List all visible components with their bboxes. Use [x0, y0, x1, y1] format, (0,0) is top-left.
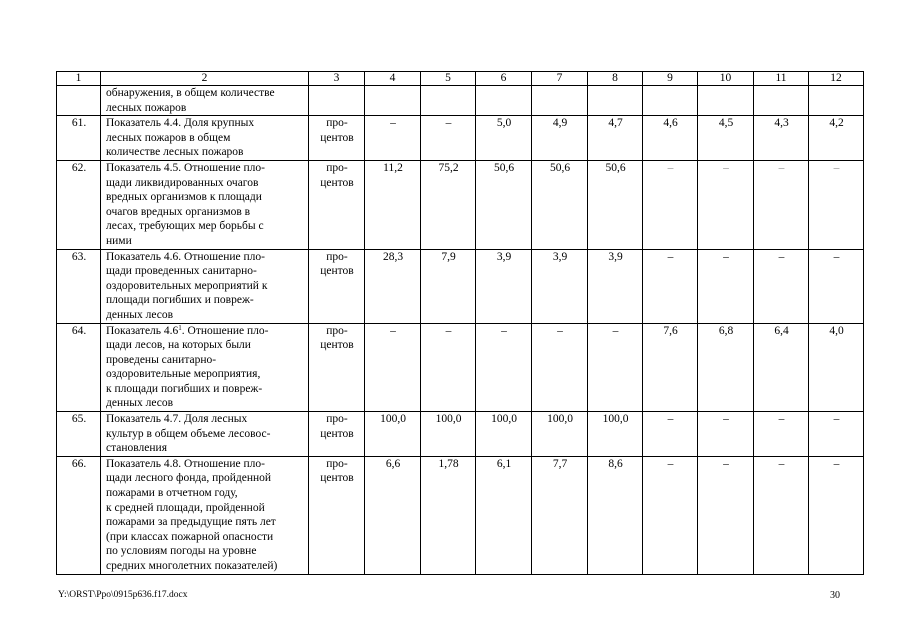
row-number — [57, 86, 101, 116]
value-cell: 6,1 — [476, 456, 532, 574]
value-cell: – — [809, 412, 864, 457]
value-cell: – — [754, 412, 809, 457]
value-cell: – — [643, 249, 698, 323]
value-cell: 4,7 — [588, 116, 643, 161]
value-cell: 100,0 — [421, 412, 476, 457]
table-row — [57, 116, 864, 161]
value-cell — [588, 86, 643, 116]
value-cell — [476, 86, 532, 116]
value-cell: 50,6 — [588, 160, 643, 249]
column-header: 12 — [809, 72, 864, 86]
table-row — [57, 456, 864, 574]
column-header: 2 — [101, 72, 309, 86]
value-cell: 4,3 — [754, 116, 809, 161]
column-header: 11 — [754, 72, 809, 86]
value-cell: 11,2 — [365, 160, 421, 249]
value-cell: 3,9 — [532, 249, 588, 323]
value-cell — [365, 86, 421, 116]
row-number: 65. — [57, 412, 101, 457]
unit-cell — [309, 86, 365, 116]
column-header: 7 — [532, 72, 588, 86]
value-cell — [754, 86, 809, 116]
value-cell: – — [809, 456, 864, 574]
value-cell: 4,2 — [809, 116, 864, 161]
value-cell: 50,6 — [476, 160, 532, 249]
value-cell: 100,0 — [365, 412, 421, 457]
value-cell: – — [698, 160, 754, 249]
value-cell: 75,2 — [421, 160, 476, 249]
value-cell: – — [588, 323, 643, 412]
table-row — [57, 86, 864, 116]
indicator-description: Показатель 4.6. Отношение пло- щади проведенных санитарно- оздоровительных мероприятий к площади погибших и повреж- денных лесов — [101, 249, 309, 323]
value-cell: 4,5 — [698, 116, 754, 161]
column-number-row — [57, 72, 864, 86]
value-cell — [421, 86, 476, 116]
value-cell: – — [532, 323, 588, 412]
value-cell: – — [365, 116, 421, 161]
row-number: 62. — [57, 160, 101, 249]
column-header: 6 — [476, 72, 532, 86]
value-cell — [698, 86, 754, 116]
indicator-table — [56, 71, 864, 575]
value-cell: 6,6 — [365, 456, 421, 574]
page-number: 30 — [830, 590, 840, 601]
footer-file-path: Y:\ORST\Ppo\0915p636.f17.docx — [58, 590, 188, 600]
unit-cell: про- центов — [309, 323, 365, 412]
value-cell — [643, 86, 698, 116]
column-header: 1 — [57, 72, 101, 86]
value-cell: – — [754, 249, 809, 323]
value-cell: – — [698, 412, 754, 457]
row-number: 63. — [57, 249, 101, 323]
indicator-description: Показатель 4.8. Отношение пло- щади лесного фонда, пройденной пожарами в отчетном году, к средней площади, пройденной пожарами за предыдущие пять лет (при классах пожарной опасности по условиям погоды на уровне средних многолетних показателей) — [101, 456, 309, 574]
table-row — [57, 412, 864, 457]
unit-cell: про- центов — [309, 456, 365, 574]
value-cell: 6,8 — [698, 323, 754, 412]
value-cell: 7,7 — [532, 456, 588, 574]
indicator-description: Показатель 4.5. Отношение пло- щади ликвидированных очагов вредных организмов к площади очагов вредных организмов в лесах, требующих мер борьбы с ними — [101, 160, 309, 249]
table-row — [57, 160, 864, 249]
indicator-description: обнаружения, в общем количестве лесных пожаров — [101, 86, 309, 116]
value-cell: 3,9 — [476, 249, 532, 323]
indicator-label: Показатель 4.6 — [106, 324, 179, 337]
table-row — [57, 323, 864, 412]
value-cell: – — [698, 249, 754, 323]
column-header: 5 — [421, 72, 476, 86]
column-header: 3 — [309, 72, 365, 86]
indicator-description: Показатель 4.4. Доля крупных лесных пожаров в общем количестве лесных пожаров — [101, 116, 309, 161]
value-cell: 1,78 — [421, 456, 476, 574]
value-cell: 5,0 — [476, 116, 532, 161]
value-cell: – — [754, 160, 809, 249]
unit-cell: про- центов — [309, 412, 365, 457]
value-cell: 100,0 — [476, 412, 532, 457]
row-number: 61. — [57, 116, 101, 161]
column-header: 8 — [588, 72, 643, 86]
value-cell: 6,4 — [754, 323, 809, 412]
table-body — [57, 86, 864, 575]
row-number: 64. — [57, 323, 101, 412]
table-row — [57, 249, 864, 323]
value-cell: 100,0 — [532, 412, 588, 457]
value-cell: – — [421, 116, 476, 161]
value-cell: – — [643, 160, 698, 249]
column-header: 4 — [365, 72, 421, 86]
value-cell: 7,6 — [643, 323, 698, 412]
value-cell: – — [643, 412, 698, 457]
column-header: 10 — [698, 72, 754, 86]
value-cell: – — [754, 456, 809, 574]
value-cell: – — [809, 160, 864, 249]
value-cell: 4,6 — [643, 116, 698, 161]
column-header: 9 — [643, 72, 698, 86]
value-cell: – — [809, 249, 864, 323]
unit-cell: про- центов — [309, 160, 365, 249]
indicator-description: Показатель 4.7. Доля лесных культур в общем объеме лесовос- становления — [101, 412, 309, 457]
superscript-index: 1 — [178, 323, 182, 332]
indicator-text: . Отношение пло- щади лесов, на которых были проведены санитарно- оздоровительные мероприятия, к площади погибших и повреж- денных лесов — [106, 324, 269, 410]
value-cell: 100,0 — [588, 412, 643, 457]
value-cell: – — [365, 323, 421, 412]
value-cell: 8,6 — [588, 456, 643, 574]
indicator-description — [101, 323, 309, 412]
value-cell: – — [643, 456, 698, 574]
unit-cell: про- центов — [309, 116, 365, 161]
value-cell — [809, 86, 864, 116]
value-cell: 3,9 — [588, 249, 643, 323]
row-number: 66. — [57, 456, 101, 574]
value-cell: 4,0 — [809, 323, 864, 412]
value-cell: – — [476, 323, 532, 412]
value-cell: – — [698, 456, 754, 574]
value-cell — [532, 86, 588, 116]
value-cell: – — [421, 323, 476, 412]
value-cell: 4,9 — [532, 116, 588, 161]
value-cell: 50,6 — [532, 160, 588, 249]
value-cell: 7,9 — [421, 249, 476, 323]
value-cell: 28,3 — [365, 249, 421, 323]
unit-cell: про- центов — [309, 249, 365, 323]
